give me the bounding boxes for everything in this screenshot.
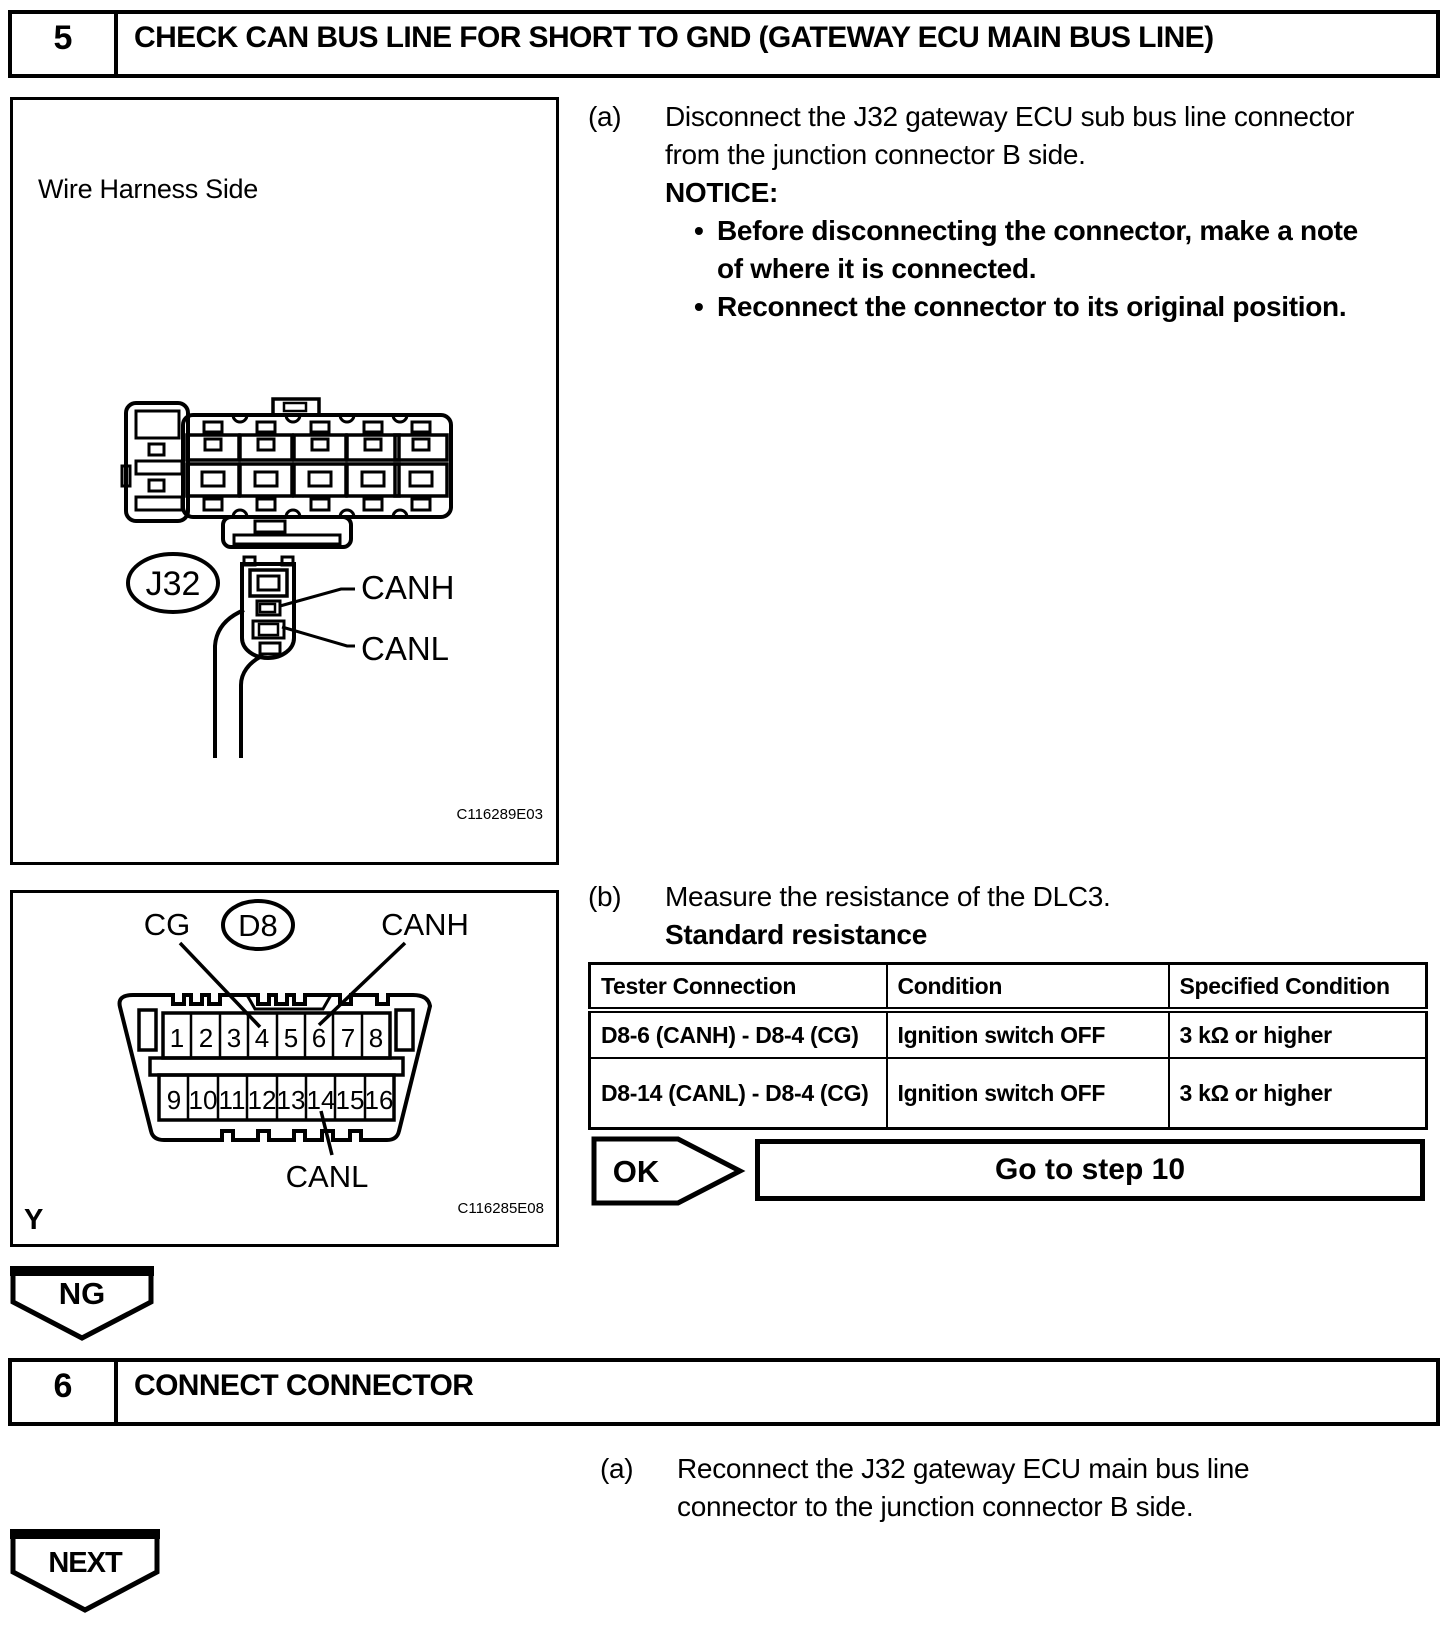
figure1-code: C116289E03: [456, 806, 543, 823]
step-b-text: Measure the resistance of the DLC3.: [665, 881, 1111, 912]
notice-title: NOTICE:: [665, 177, 779, 208]
canh-label: CANH: [381, 907, 469, 942]
ng-label: NG: [58, 1276, 106, 1311]
svg-text:7: 7: [340, 1023, 356, 1053]
svg-text:1: 1: [169, 1023, 185, 1053]
cg-label: CG: [143, 907, 191, 942]
cell-condition: Ignition switch OFF: [887, 1058, 1169, 1129]
step5-instruction-b: [588, 878, 1448, 954]
step-a-line: Disconnect the J32 gateway ECU sub bus line connector: [665, 101, 1355, 132]
svg-text:2: 2: [198, 1023, 214, 1053]
svg-text:12: 12: [247, 1085, 277, 1115]
svg-text:5: 5: [283, 1023, 299, 1053]
svg-text:3: 3: [226, 1023, 242, 1053]
figure2-code: C116285E08: [457, 1200, 544, 1217]
pin-numbers: [167, 1023, 394, 1115]
svg-text:13: 13: [276, 1085, 306, 1115]
cell-tester-connection: D8-14 (CANL) - D8-4 (CG): [590, 1058, 887, 1129]
ok-label: OK: [612, 1154, 660, 1189]
table-row: [590, 1010, 1427, 1058]
step-a-line: connector to the junction connector B side.: [677, 1491, 1194, 1522]
figure2-corner-label: Y: [24, 1204, 44, 1236]
col-specified-condition: Specified Condition: [1169, 964, 1427, 1011]
ok-arrow: [590, 1135, 750, 1207]
resistance-table: [588, 962, 1428, 1130]
dlc3-connector-diagram: [95, 897, 525, 1207]
col-tester-connection: Tester Connection: [590, 964, 887, 1011]
table-row: [590, 1058, 1427, 1129]
svg-text:16: 16: [364, 1085, 394, 1115]
notice-line: Before disconnecting the connector, make a note: [717, 215, 1358, 246]
bullet-icon: •: [694, 291, 704, 322]
notice-item: [665, 288, 1358, 326]
step-a-line: from the junction connector B side.: [665, 139, 1086, 170]
step5-title: CHECK CAN BUS LINE FOR SHORT TO GND (GATEWAY ECU MAIN BUS LINE): [134, 21, 1214, 54]
step5-number: 5: [12, 14, 118, 74]
notice-line: Reconnect the connector to its original position.: [717, 291, 1347, 322]
step6-instruction-a: [600, 1450, 1448, 1526]
cell-specified-condition: 3 kΩ or higher: [1169, 1010, 1427, 1058]
j32-label: J32: [145, 565, 201, 603]
canl-label: CANL: [361, 630, 450, 667]
col-condition: Condition: [887, 964, 1169, 1011]
step-b-subtitle: Standard resistance: [665, 919, 927, 950]
svg-text:8: 8: [368, 1023, 384, 1053]
notice-line: of where it is connected.: [717, 253, 1037, 284]
svg-text:6: 6: [311, 1023, 327, 1053]
svg-text:9: 9: [166, 1085, 182, 1115]
bullet-icon: •: [694, 215, 704, 246]
goto-step-box: Go to step 10: [755, 1139, 1425, 1201]
step-a-line: Reconnect the J32 gateway ECU main bus line: [677, 1453, 1250, 1484]
step5-header: [8, 10, 1440, 78]
ng-arrow: [8, 1264, 160, 1344]
j32-junction-connector-diagram: [103, 380, 555, 762]
canh-leader-line: [280, 589, 355, 606]
cell-specified-condition: 3 kΩ or higher: [1169, 1058, 1427, 1129]
svg-text:10: 10: [188, 1085, 218, 1115]
d8-label: D8: [238, 908, 278, 943]
step5-instruction-a: [588, 98, 1448, 326]
svg-text:11: 11: [218, 1085, 246, 1115]
step6-number: 6: [12, 1362, 118, 1422]
step-a-label: (a): [600, 1453, 634, 1484]
cell-condition: Ignition switch OFF: [887, 1010, 1169, 1058]
figure1-caption: Wire Harness Side: [38, 174, 258, 204]
table-header-row: [590, 964, 1427, 1011]
step6-title: CONNECT CONNECTOR: [134, 1369, 474, 1402]
canl-label: CANL: [285, 1159, 369, 1194]
svg-text:4: 4: [254, 1023, 270, 1053]
next-label: NEXT: [48, 1547, 122, 1579]
step-b-label: (b): [588, 881, 622, 912]
canh-label: CANH: [361, 569, 455, 606]
notice-item: [665, 212, 1358, 288]
next-arrow: [8, 1526, 166, 1616]
step6-header: [8, 1358, 1440, 1426]
step-a-label: (a): [588, 101, 622, 132]
cell-tester-connection: D8-6 (CANH) - D8-4 (CG): [590, 1010, 887, 1058]
svg-text:14: 14: [306, 1085, 336, 1115]
svg-text:15: 15: [335, 1085, 365, 1115]
